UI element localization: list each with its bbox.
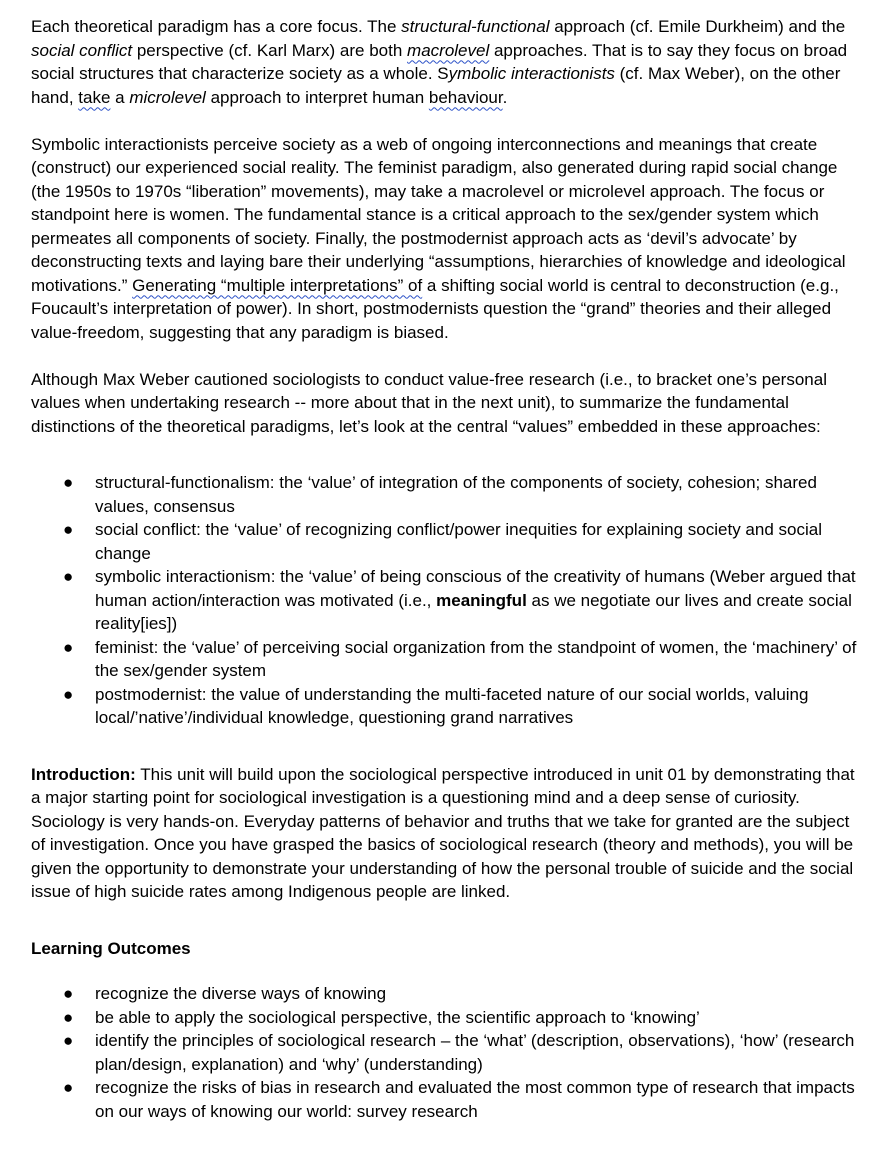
learning-outcomes-list: [31, 982, 864, 1123]
paragraph-symbolic-feminist-postmodern: Symbolic interactionists perceive society as a web of ongoing interconnections and meanings that create (construct) our experienced social reality. The feminist paradigm, also generated during rapid social change (the 1950s to 1970s “liberation” movements), may take a macrolevel or microlevel approach. The focus or standpoint here is women. The fundamental stance is a critical approach to the sex/gender system which permeates all components of society. Finally, the postmodernist approach acts as ‘devil’s advocate’ by deconstructing texts and laying bare their underlying “assumptions, hierarchies of knowledge and ideological motivations.” Generating “multiple interpretations” of a shifting social world is central to deconstruction (e.g., Foucault’s interpretation of power). In short, postmodernists question the “grand” theories and their alleged value-freedom, suggesting that any paradigm is biased.: [31, 134, 846, 342]
bullet-icon: ●: [63, 520, 74, 539]
paragraph-weber-values: Although Max Weber cautioned sociologists to conduct value-free research (i.e., to bracket one’s personal values when undertaking research -- more about that in the next unit), to summarize the fundamental distinctions of the theoretical paradigms, let’s look at the central “values” embedded in these approaches:: [31, 369, 827, 436]
bullet-icon: ●: [63, 567, 74, 586]
list-item: ● identify the principles of sociological research – the ‘what’ (description, observations), ‘how’ (research plan/design, explanation) and ‘why’ (understanding): [63, 1031, 855, 1074]
bullet-icon: ●: [63, 637, 74, 657]
bullet-icon: ●: [63, 984, 74, 1003]
bullet-icon: ●: [63, 1078, 74, 1097]
list-item: ● symbolic interactionism: the ‘value’ of being conscious of the creativity of humans (Weber argued that human action/interaction was motivated (i.e., meaningful as we negotiate our lives and create social reality[ies]): [63, 567, 856, 633]
paradigm-values-list: [31, 471, 864, 730]
grammar-check-phrase[interactable]: Generating “multiple interpretations” of: [132, 275, 423, 295]
bullet-icon: ●: [63, 1031, 74, 1050]
list-item: ● be able to apply the sociological perspective, the scientific approach to ‘knowing’: [31, 1006, 864, 1030]
paragraph-paradigm-focus: Each theoretical paradigm has a core focus. The structural-functional approach (cf. Emile Durkheim) and the social conflict perspective (cf. Karl Marx) are both macrolevel approaches. That is to say they focus on broad social structures that characterize society as a whole. Symbolic interactionists (cf. Max Weber), on the other hand, take a microlevel approach to interpret human behaviour.: [31, 17, 848, 107]
list-item: ● recognize the risks of bias in research and evaluated the most common type of research that impacts on our ways of knowing our world: survey research: [63, 1078, 855, 1121]
spellcheck-word-take[interactable]: take: [78, 87, 111, 107]
spellcheck-word-behaviour[interactable]: behaviour: [428, 87, 503, 107]
list-item: ● feminist: the ‘value’ of perceiving social organization from the standpoint of women, the ‘machinery’ of the sex/gender system: [63, 637, 857, 680]
list-item: ● postmodernist: the value of understanding the multi-faceted nature of our social worlds, valuing local/’native’/individual knowledge, questioning grand narratives: [63, 684, 809, 727]
introduction-paragraph: Introduction: This unit will build upon the sociological perspective introduced in unit 01 by demonstrating that a major starting point for sociological investigation is a questioning mind and a deep sense of curiosity. Sociology is very hands-on. Everyday patterns of behavior and truths that we take for granted are the subject of investigation. Once you have grasped the basics of sociological research (theory and methods), you will be given the opportunity to demonstrate your understanding of how the personal trouble of suicide and the social issue of high suicide rates among Indigenous people are linked.: [31, 764, 855, 901]
bullet-icon: ●: [63, 473, 74, 492]
bullet-icon: ●: [63, 684, 74, 704]
learning-outcomes-heading: Learning Outcomes: [31, 938, 191, 958]
list-item: ● recognize the diverse ways of knowing: [31, 982, 864, 1006]
list-item: ● social conflict: the ‘value’ of recognizing conflict/power inequities for explaining society and social change: [63, 520, 822, 563]
introduction-label: Introduction:: [31, 764, 136, 784]
bullet-icon: ●: [63, 1007, 74, 1027]
spellcheck-word-macrolevel[interactable]: macrolevel: [407, 40, 490, 60]
list-item: ● structural-functionalism: the ‘value’ of integration of the components of society, cohesion; shared values, consensus: [63, 473, 817, 516]
